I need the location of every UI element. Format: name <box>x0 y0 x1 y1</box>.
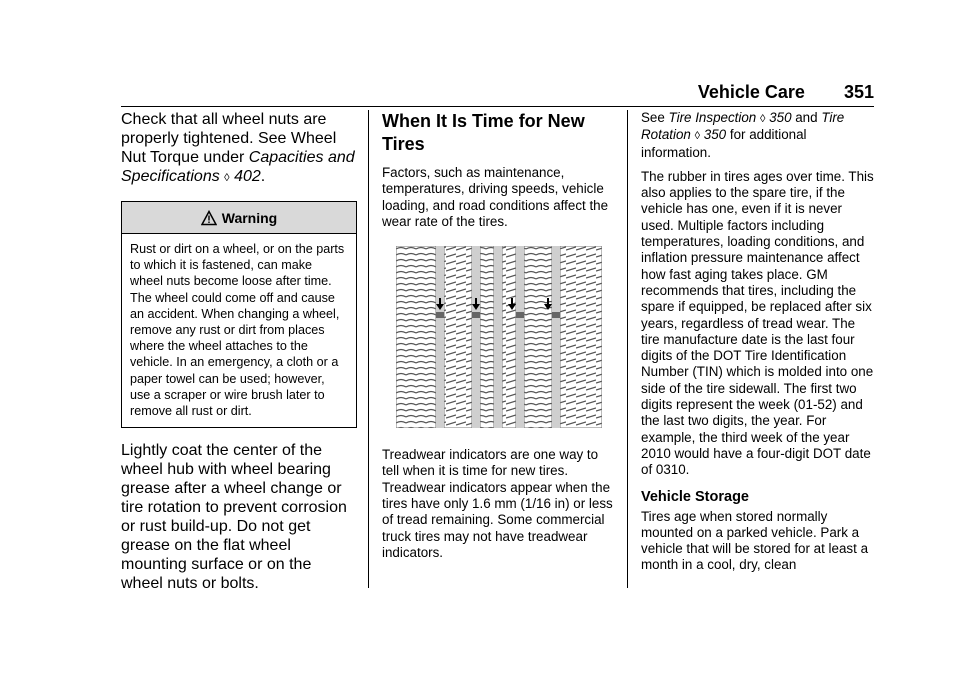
see-also-paragraph: See Tire Inspection ◊ 350 and Tire Rotation ◊ 350 for additional information. <box>641 110 845 160</box>
column-divider-1 <box>368 110 369 588</box>
wheel-nut-paragraph: Check that all wheel nuts are properly tightened. See Wheel Nut Torque under Capacities and Specifications ◊ 402. <box>121 111 355 185</box>
page-reference-arrow-icon: ◊ <box>224 172 230 184</box>
wear-factors-paragraph: Factors, such as maintenance, temperatures, driving speeds, vehicle loading, and road conditions affect the wear rate of the tires. <box>382 165 609 229</box>
grease-paragraph: Lightly coat the center of the wheel hub with wheel bearing grease after a wheel change or tire rotation to prevent corrosion or rust build-up. Do not get grease on the flat wheel mounting surface or on the wheel nuts or bolts. <box>121 442 347 593</box>
tire-inspection-link[interactable]: Tire Inspection <box>668 110 757 125</box>
column-divider-2 <box>627 110 628 588</box>
page-number: 351 <box>843 82 874 102</box>
warning-triangle-icon <box>201 210 217 226</box>
capacities-page-link[interactable]: 402 <box>234 168 261 185</box>
column-1 <box>121 110 357 593</box>
new-tires-heading: When It Is Time for New Tires <box>382 111 585 154</box>
warning-box <box>121 201 357 428</box>
section-title: Vehicle Care <box>697 82 805 102</box>
page-reference-arrow-icon: ◊ <box>760 113 766 125</box>
warning-body: Rust or dirt on a wheel, or on the parts to which it is fastened, can make wheel nuts become loose after time. The wheel could come off and cause an accident. When changing a wheel, remove any rust or dirt from places where the wheel attaches to the vehicle. In an emergency, a cloth or a paper towel can be used; however, use a scraper or wire brush later to remove all rust or dirt. <box>130 242 345 419</box>
vehicle-storage-paragraph: Tires age when stored normally mounted on a parked vehicle. Park a vehicle that will be stored for at least a month in a cool, dry, clean <box>641 508 869 573</box>
treadwear-indicator-figure <box>396 246 614 433</box>
column-3 <box>641 110 877 574</box>
warning-header <box>122 202 356 234</box>
tire-tread-illustration <box>396 246 602 428</box>
column-2 <box>382 110 614 561</box>
tire-rotation-page-link[interactable]: 350 <box>703 127 727 143</box>
header-rule <box>121 106 874 107</box>
treadwear-paragraph: Treadwear indicators are one way to tell when it is time for new tires. Treadwear indicators appear when the tires have only 1.6 mm (1/16 in) or less of tread remaining. Some commercial truck tires may not have treadwear indicators. <box>382 447 613 560</box>
tire-rotation-link[interactable]: Tire Rotation <box>641 110 845 143</box>
tire-inspection-page-link[interactable]: 350 <box>769 110 792 125</box>
capacities-specifications-link[interactable]: Capacities and Specifications <box>121 149 355 185</box>
tire-aging-paragraph: The rubber in tires ages over time. This also applies to the spare tire, if the vehicle has one, even if it is never used. Multiple factors including temperatures, loading conditions, and inflation pressure maintenance affect how fast aging takes place. GM recommends that tires, including the spare if equipped, be replaced after six years, regardless of tread wear. The tire manufacture date is the last four digits of the DOT Tire Identification Number (TIN) which is molded into one side of the tire sidewall. The first two digits represent the week (01-52) and the last two digits, the year. For example, the third week of the year 2010 would have a four-digit DOT date of 0310. <box>641 168 874 478</box>
page-header <box>698 82 874 103</box>
page-reference-arrow-icon: ◊ <box>694 130 701 143</box>
vehicle-storage-heading: Vehicle Storage <box>641 488 749 505</box>
warning-title: Warning <box>221 209 278 226</box>
